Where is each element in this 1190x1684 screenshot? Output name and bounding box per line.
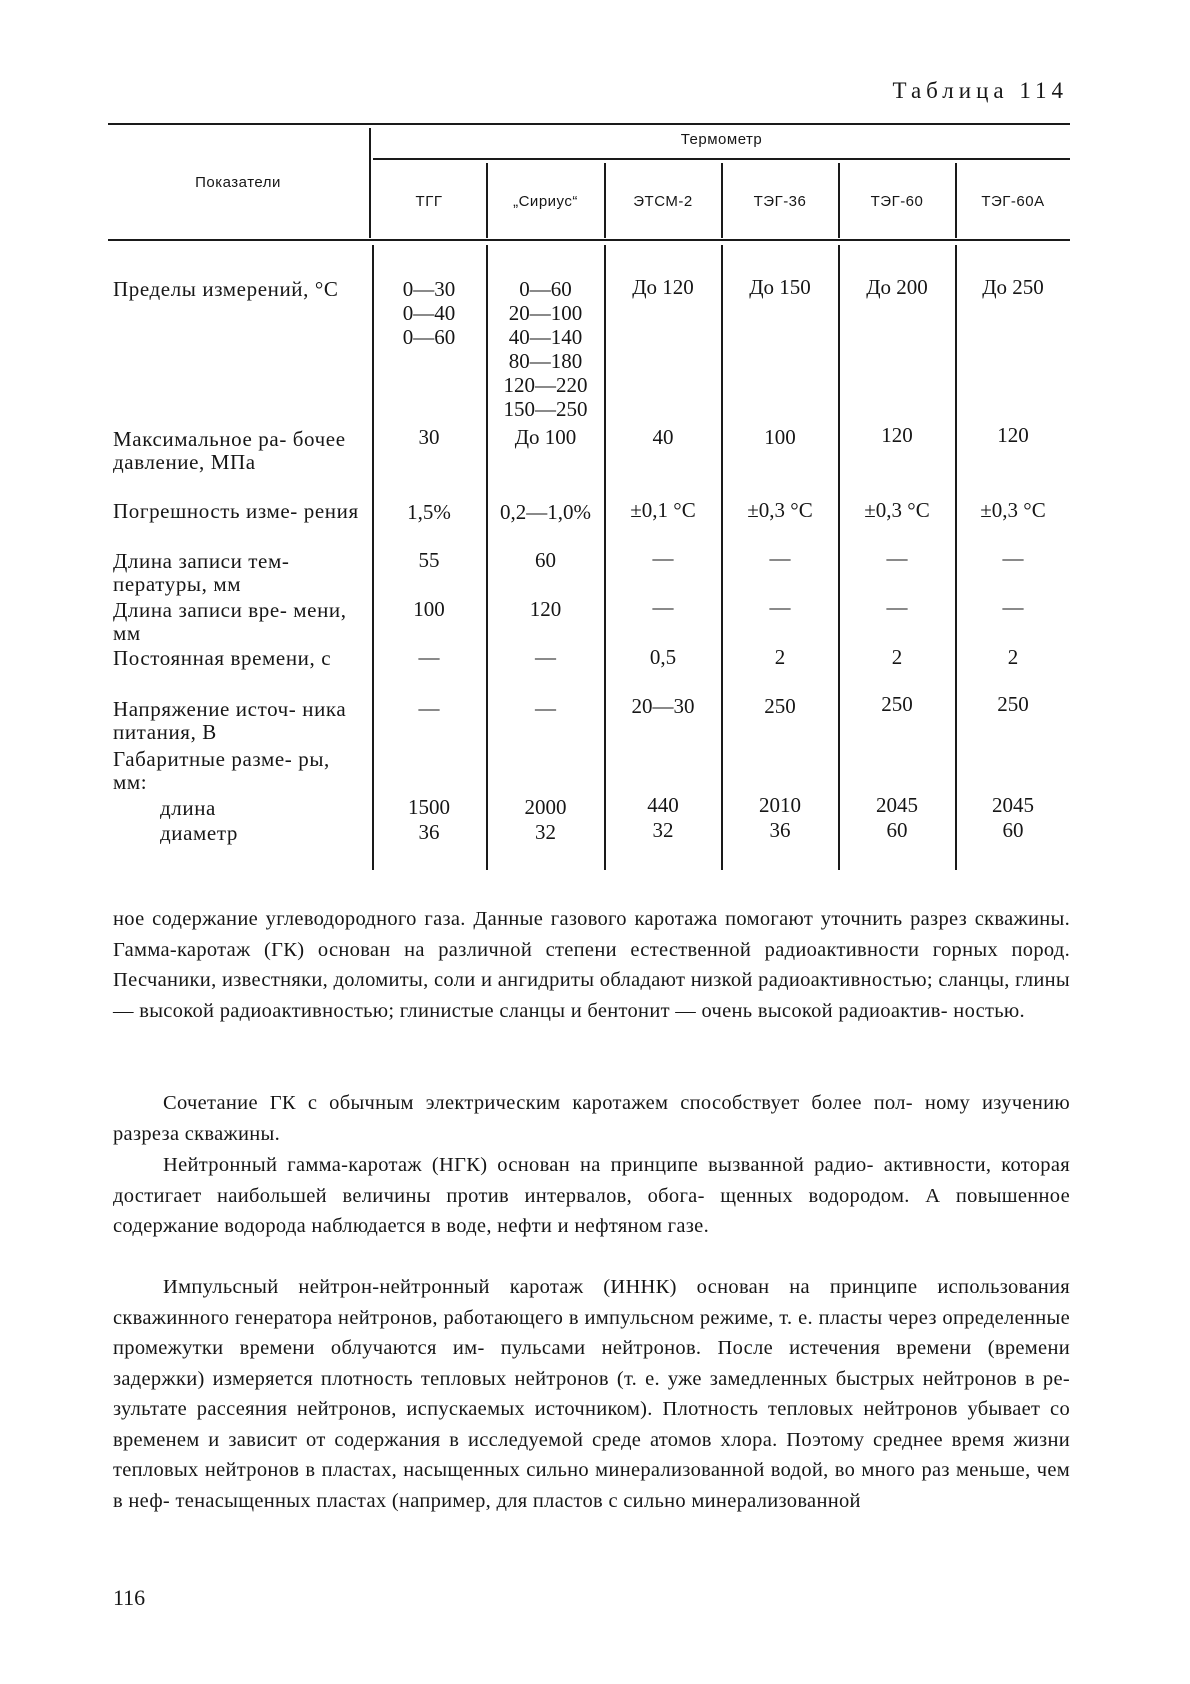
cell: 36: [418, 820, 440, 844]
cell: 250: [764, 694, 796, 718]
cell: ±0,3 °С: [864, 498, 930, 522]
header-bottom-rule: [108, 239, 1070, 241]
cell: 2: [774, 645, 786, 669]
cell: 2: [1007, 645, 1019, 669]
header-col-tgg: ТГГ: [415, 193, 443, 210]
cell: 2045: [876, 793, 918, 817]
cell: 120: [881, 423, 913, 447]
cell: 1,5%: [407, 500, 451, 524]
cell: 36: [769, 818, 791, 842]
cell: —: [886, 546, 908, 570]
cell: —: [652, 595, 674, 619]
cell: —: [418, 645, 440, 669]
cell: 60: [886, 818, 908, 842]
cell: —: [535, 696, 556, 720]
header-group-thermometer: Термометр: [680, 131, 763, 148]
cell: 100: [764, 425, 796, 449]
cell: 0,5: [649, 645, 677, 669]
cell: До 150: [749, 275, 811, 299]
cell: 2045: [992, 793, 1034, 817]
cell: 250: [997, 692, 1029, 716]
paragraph: Нейтронный гамма-каротаж (НГК) основан на принципе вызванной радио- активности, которая достигает наибольшей величины против интервалов, обога- щенных водородом. А повышенное содержание водорода наблюдается в воде, нефти и нефтяном газе.: [113, 1154, 1070, 1237]
cell: 120: [997, 423, 1029, 447]
row-label-temp-record-length: Длина записи тем- пературы, мм: [113, 549, 290, 596]
header-indicators: Показатели: [195, 174, 281, 191]
cell: 30: [418, 425, 440, 449]
cell: ±0,1 °С: [630, 498, 696, 522]
row-label-length: длина: [160, 796, 216, 820]
paragraph: Сочетание ГК с обычным электрическим каротажем способствует более пол- ному изучению разреза скважины.: [113, 1092, 1070, 1145]
cell: 2: [891, 645, 903, 669]
row-label-time-constant: Постоянная времени, с: [113, 646, 332, 670]
group-underline: [373, 158, 1070, 160]
paragraph: Импульсный нейтрон-нейтронный каротаж (ИННК) основан на принципе использования скважинного генератора нейтронов, работающего в импульсном режиме, т. е. пласты через определенные промежутки времени облучаются им- пульсами нейтронов. После истечения времени (времени задержки) измеряется плотность тепловых нейтронов (т. е. уже замедленных быстрых нейтронов в ре- зультате рассеяния нейтронов, испускаемых источником). Плотность тепловых нейтронов убывает со временем и зависит от содержания в исследуемой среде атомов хлора. Поэтому среднее время жизни тепловых нейтронов в пластах, насыщенных сильно минерализованной водой, во много раз меньше, чем в неф- тенасыщенных пластах (например, для пластов с сильно минерализованной: [113, 1276, 1070, 1512]
cell: 55: [418, 548, 440, 572]
cell: —: [418, 696, 440, 720]
table-caption: Таблица 114: [892, 78, 1068, 103]
cell: 40: [652, 425, 674, 449]
cell: 1500: [408, 795, 450, 819]
cell: 440: [647, 793, 679, 817]
row-label-dimensions: Габаритные разме- ры, мм:: [113, 747, 330, 794]
cell: До 200: [866, 275, 928, 299]
cell: —: [652, 546, 674, 570]
cell: 32: [535, 820, 556, 844]
cell: 20—30: [631, 694, 695, 718]
row-label-supply-voltage: Напряжение источ- ника питания, В: [113, 697, 347, 744]
cell: До 250: [982, 275, 1044, 299]
cell: —: [769, 546, 791, 570]
header-col-teg60a: ТЭГ-60А: [981, 193, 1045, 210]
cell: До 100: [514, 425, 577, 449]
header-col-etsm2: ЭТСМ-2: [633, 193, 693, 210]
cell: 0—30 0—40 0—60: [402, 277, 456, 349]
cell: —: [535, 645, 556, 669]
row-label-time-record-length: Длина записи вре- мени, мм: [113, 598, 347, 645]
header-col-teg60: ТЭГ-60: [870, 193, 924, 210]
cell: —: [1002, 546, 1024, 570]
column-divider-header: [369, 128, 371, 238]
cell: ±0,3 °С: [980, 498, 1046, 522]
cell: —: [1002, 595, 1024, 619]
cell: 0—60 20—100 40—140 80—180 120—220 150—250: [503, 277, 588, 421]
table-top-rule: [108, 123, 1070, 125]
cell: 60: [1002, 818, 1024, 842]
cell: 60: [535, 548, 556, 572]
paragraph: ное содержание углеводородного газа. Данные газового каротажа помогают уточнить разрез скважины. Гамма-каротаж (ГК) основан на различной степени естественной радиоактивности горных пород. Песчаники, известняки, доломиты, соли и ангидриты обладают низкой радиоактивностью; сланцы, глины — высокой радиоактивностью; глинистые сланцы и бентонит — очень высокой радиоактив- ностью.: [113, 908, 1070, 1022]
cell: До 120: [632, 275, 694, 299]
row-label-diameter: диаметр: [160, 821, 238, 845]
cell: 2010: [759, 793, 801, 817]
page-number: 116: [113, 1585, 146, 1610]
row-label-max-pressure: Максимальное ра- бочее давление, МПа: [113, 427, 346, 474]
row-label-measurement-error: Погрешность изме- рения: [113, 499, 359, 523]
cell: 0,2—1,0%: [500, 500, 591, 524]
cell: 120: [529, 597, 562, 621]
cell: —: [769, 595, 791, 619]
cell: 32: [652, 818, 674, 842]
header-col-teg36: ТЭГ-36: [753, 193, 807, 210]
cell: —: [886, 595, 908, 619]
cell: 100: [413, 597, 445, 621]
cell: ±0,3 °С: [747, 498, 813, 522]
cell: 250: [881, 692, 913, 716]
cell: 2000: [524, 795, 567, 819]
row-label-measurement-limits: Пределы измерений, °С: [113, 277, 339, 301]
header-col-sirius: „Сириус“: [513, 193, 578, 210]
